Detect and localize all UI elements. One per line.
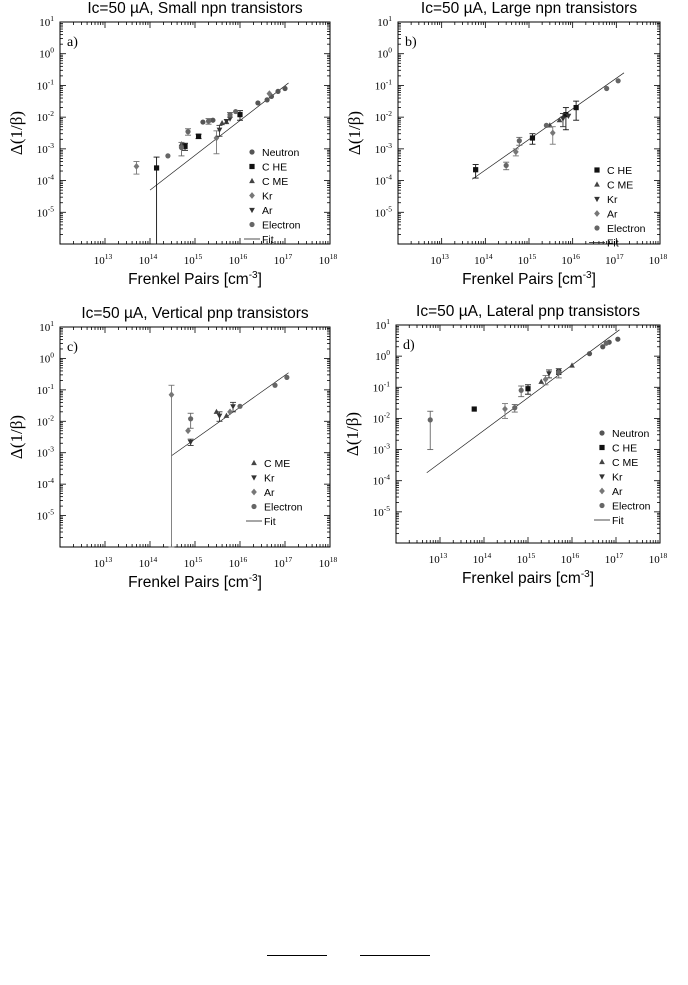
x-tick-label: $10^{15}$ (183, 252, 203, 267)
x-tick-label: $10^{14}$ (472, 551, 492, 566)
data-point (282, 86, 287, 91)
legend-label: C ME (264, 458, 291, 470)
legend-marker (599, 503, 604, 508)
data-point (230, 404, 236, 409)
data-point (200, 119, 205, 124)
data-point (219, 120, 225, 125)
data-point (428, 417, 433, 422)
legend (246, 458, 303, 528)
data-point (543, 376, 549, 383)
x-tick-label: $10^{13}$ (93, 252, 113, 267)
y-axis-label: Δ(1/β) (343, 411, 362, 457)
x-tick-label: $10^{16}$ (561, 252, 580, 267)
data-point (604, 341, 609, 346)
x-tick-label: $10^{17}$ (273, 252, 293, 267)
legend-marker (599, 445, 604, 450)
x-tick-label: $10^{14}$ (138, 555, 158, 570)
chart-panel-4 (343, 303, 668, 587)
data-point (574, 105, 579, 110)
data-point (227, 112, 232, 117)
y-tick-label: $10^{-5}$ (372, 503, 390, 519)
data-point (604, 86, 609, 91)
plot-frame (60, 327, 330, 547)
chart-title: Ic=50 µA, Lateral pnp transistors (416, 303, 640, 320)
legend-marker (599, 474, 605, 479)
y-tick-label: $10^{-2}$ (374, 109, 392, 125)
x-tick-label: $10^{18}$ (318, 555, 338, 570)
chart-title: Ic=50 µA, Large npn transistors (420, 0, 638, 17)
data-point (472, 406, 477, 411)
legend-label: Kr (612, 471, 623, 484)
legend-label: C ME (612, 457, 639, 469)
x-tick-label: $10^{16}$ (228, 252, 248, 267)
data-point (517, 138, 522, 143)
legend-marker (594, 167, 599, 172)
legend-marker (599, 488, 605, 495)
legend (594, 428, 651, 527)
x-tick-label: $10^{16}$ (560, 551, 580, 566)
legend-marker (251, 504, 256, 509)
data-point (179, 145, 184, 150)
x-axis-label: Frenkel Pairs $[cm^{-3}]$ (128, 573, 262, 591)
y-tick-label: $10^{-3}$ (36, 140, 54, 156)
data-point (615, 337, 620, 342)
legend-marker (249, 164, 254, 169)
legend-marker (251, 489, 257, 496)
y-tick-label: $10^{-2}$ (36, 413, 54, 429)
data-point (214, 409, 220, 414)
legend-label: C HE (262, 161, 288, 174)
y-tick-label: $10^{-4}$ (372, 472, 390, 488)
data-point (185, 129, 190, 134)
legend-marker (599, 430, 604, 435)
y-tick-label: $10^{-1}$ (36, 381, 54, 397)
x-tick-label: $10^{13}$ (430, 252, 449, 267)
data-point (237, 112, 242, 117)
data-point (154, 165, 159, 170)
y-tick-label: $10^{-2}$ (372, 410, 390, 426)
legend-label: Ar (262, 205, 273, 217)
data-point (227, 408, 233, 415)
footnote-rule-right (360, 955, 430, 956)
data-point (504, 163, 509, 168)
data-point (513, 149, 519, 156)
legend-marker (251, 475, 257, 480)
legend-label: Fit (262, 234, 274, 246)
footnote-rule-left (267, 955, 327, 956)
y-tick-label: $10^{-5}$ (36, 204, 54, 220)
x-tick-label: $10^{15}$ (517, 252, 537, 267)
y-tick-label: $10^1$ (39, 319, 54, 334)
legend (244, 147, 301, 246)
data-point (206, 119, 211, 124)
y-tick-label: $10^{-4}$ (36, 476, 54, 492)
data-point (237, 404, 242, 409)
x-tick-label: $10^{13}$ (428, 551, 448, 566)
x-tick-label: $10^{17}$ (605, 252, 624, 267)
legend-marker (249, 222, 254, 227)
y-tick-label: $10^0$ (375, 348, 390, 364)
legend-marker (249, 178, 255, 183)
panel-label: b) (405, 35, 417, 50)
y-tick-label: $10^{-3}$ (36, 444, 54, 460)
data-point (556, 370, 561, 375)
legend-label: Fit (264, 516, 276, 528)
data-point (473, 167, 478, 172)
legend-label: C ME (262, 176, 289, 188)
x-tick-label: $10^{15}$ (516, 551, 536, 566)
legend-label: Ar (264, 487, 275, 499)
chart-panel-3 (7, 305, 338, 591)
plot-frame (60, 22, 330, 244)
chart-title: Ic=50 µA, Small npn transistors (87, 0, 303, 17)
y-tick-label: $10^{-1}$ (36, 77, 54, 93)
legend-marker (594, 210, 600, 217)
legend-marker (249, 208, 255, 213)
legend-label: Electron (264, 501, 303, 514)
y-tick-label: $10^{-5}$ (36, 507, 54, 523)
y-tick-label: $10^{-1}$ (374, 77, 392, 93)
legend-label: C HE (612, 442, 638, 455)
legend-marker (251, 460, 257, 465)
legend-label: Kr (262, 190, 273, 203)
chart-title: Ic=50 µA, Vertical pnp transistors (81, 305, 309, 322)
legend-marker (249, 192, 255, 199)
data-point (165, 153, 170, 158)
y-tick-label: $10^{-1}$ (372, 379, 390, 395)
x-tick-label: $10^{17}$ (273, 555, 293, 570)
y-axis-label: Δ(1/β) (7, 110, 26, 156)
y-axis-label: Δ(1/β) (345, 110, 364, 156)
legend-marker (249, 149, 254, 154)
y-tick-label: $10^{-2}$ (36, 109, 54, 125)
fit-line (427, 330, 620, 473)
y-tick-label: $10^{-3}$ (372, 441, 390, 457)
data-point (284, 375, 289, 380)
y-tick-label: $10^{-4}$ (36, 172, 54, 188)
y-tick-label: $10^1$ (39, 14, 54, 29)
y-tick-label: $10^0$ (377, 45, 392, 61)
data-point (134, 163, 140, 170)
legend-label: C HE (607, 165, 633, 177)
data-point (169, 391, 175, 398)
legend-marker (599, 459, 605, 464)
legend-marker (594, 181, 600, 186)
data-point (616, 78, 621, 83)
data-point (272, 383, 277, 388)
y-tick-label: $10^0$ (39, 45, 54, 61)
data-point (196, 134, 201, 139)
x-tick-label: $10^{15}$ (183, 555, 203, 570)
x-axis-label: Frenkel Pairs $[cm^{-3}]$ (462, 270, 596, 288)
data-point (544, 123, 549, 128)
y-tick-label: $10^{-4}$ (374, 172, 392, 188)
x-tick-label: $10^{16}$ (228, 555, 248, 570)
x-tick-label: $10^{18}$ (648, 551, 668, 566)
x-tick-label: $10^{14}$ (474, 252, 493, 267)
data-point (512, 405, 517, 410)
chart-panel-2 (345, 0, 668, 288)
panel-label: d) (403, 338, 415, 353)
data-point (525, 386, 530, 391)
legend-label: Electron (612, 500, 651, 513)
y-tick-label: $10^{-5}$ (374, 204, 392, 220)
legend-label: Fit (607, 237, 619, 250)
legend-label: Kr (607, 194, 618, 206)
legend-label: Neutron (612, 428, 650, 440)
legend-label: Ar (612, 486, 623, 498)
legend-marker (594, 197, 600, 202)
legend-label: Neutron (262, 147, 300, 159)
data-point (188, 416, 193, 421)
data-point (530, 135, 535, 140)
data-point (264, 97, 269, 102)
y-axis-label: Δ(1/β) (7, 414, 26, 460)
data-point (217, 128, 223, 133)
y-tick-label: $10^0$ (39, 350, 54, 366)
y-tick-label: $10^1$ (377, 14, 392, 29)
data-point (188, 440, 194, 445)
plot-frame (398, 22, 660, 244)
x-tick-label: $10^{17}$ (604, 551, 624, 566)
data-point (587, 351, 592, 356)
x-tick-label: $10^{14}$ (138, 252, 158, 267)
data-point (275, 89, 280, 94)
panel-label: c) (67, 340, 78, 355)
legend-label: Electron (607, 223, 646, 235)
data-point (233, 109, 238, 114)
legend-label: Kr (264, 472, 275, 485)
data-point (255, 100, 260, 105)
panel-label: a) (67, 35, 78, 50)
x-tick-label: $10^{13}$ (93, 555, 113, 570)
legend-label: Electron (262, 219, 301, 232)
legend-label: Ar (607, 208, 618, 221)
x-axis-label: Frenkel Pairs $[cm^{-3}]$ (128, 270, 262, 288)
legend-label: C ME (607, 179, 634, 192)
data-point (502, 406, 508, 413)
data-point (217, 414, 223, 419)
y-tick-label: $10^{-3}$ (374, 140, 392, 156)
data-point (550, 129, 556, 136)
legend-marker (594, 225, 599, 230)
x-tick-label: $10^{18}$ (648, 252, 668, 267)
y-tick-label: $10^1$ (375, 317, 390, 332)
x-tick-label: $10^{18}$ (318, 252, 338, 267)
x-axis-label: Frenkel pairs $[cm^{-3}]$ (461, 569, 595, 587)
chart-panel-1 (7, 0, 338, 288)
legend (589, 165, 646, 250)
data-point (519, 388, 524, 393)
legend-label: Fit (612, 515, 624, 527)
